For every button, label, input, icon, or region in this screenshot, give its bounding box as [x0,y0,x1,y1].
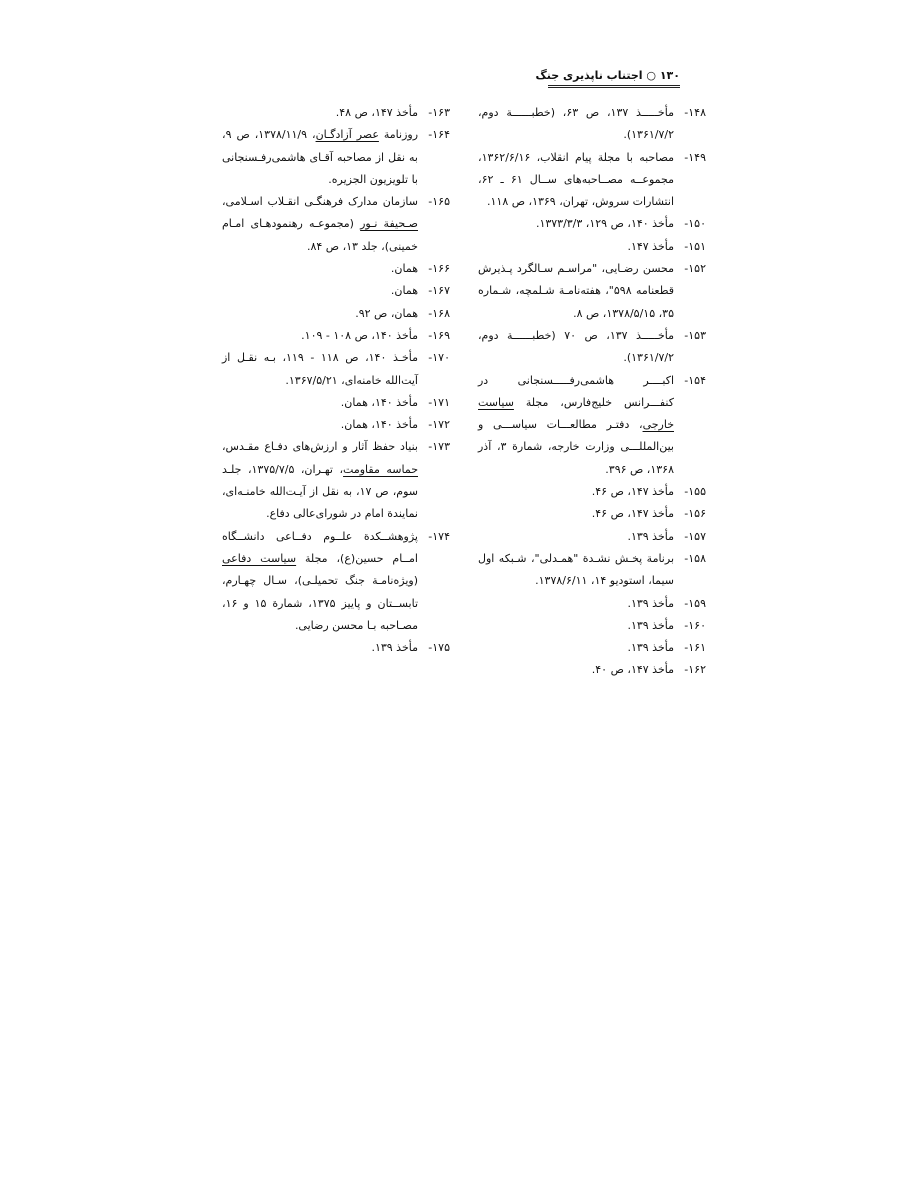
endnote-number: ۱۶۴- [428,128,450,142]
endnote-entry [222,526,450,637]
publication-title: سیاست خارجی [478,395,674,432]
endnote-text-segment: مصاحبه با مجلة پیام انقلاب، ۱۳۶۲/۶/۱۶، مجموعــه مصــاحبه‌های ســال ۶۱ ـ ۶۲، انتشارات سروش، تهران، ۱۳۶۹، ص ۱۱۸. [478,150,674,209]
endnote-text-segment: بنیاد حفظ آثار و ارزش‌های دفـاع مقـدس، [222,440,418,454]
endnote-number: ۱۶۵- [428,195,450,209]
endnote-text [627,597,674,610]
endnote-text [341,396,418,409]
endnote-entry [222,191,450,258]
endnote-number: ۱۵۹- [684,596,706,610]
endnote-entry [478,236,706,258]
endnote-text-segment: اکبــــر هاشمی‌رفـــــسنجانی در کنفـــرانس خلیج‌فارس، مجلة [478,373,674,409]
endnote-number: ۱۶۰- [684,618,706,632]
endnote-text [478,329,674,364]
endnote-number: ۱۷۳- [428,440,450,454]
endnote-text [222,351,418,386]
endnote-text-segment: مأخـــــذ ۱۳۷، ص ۷۰ (خطبــــــة دوم، ۱۳۶۱/۷/۲). [478,328,674,365]
endnote-number: ۱۵۴- [684,373,706,387]
publication-title: حماسه مقاومت [343,462,418,476]
endnote-text [341,418,418,431]
endnote-entry [478,258,706,325]
endnote-text-segment: سازمان مدارک فرهنگـی انقـلاب اسـلامی، [222,195,418,209]
endnote-number: ۱۶۱- [684,641,706,655]
endnote-text-segment: ، دفتـر مطالعـــات سیاســـی و بین‌المللـــی وزارت خارجه، شمارة ۳، آذر ۱۳۶۸، ص ۳۹۶. [478,418,674,476]
endnote-number: ۱۶۷- [428,284,450,298]
endnote-text [478,262,674,320]
header-rule [548,85,680,88]
endnote-text-segment: محسن رضـایی، "مراسـم سـالگرد پـذیرش قطعنامه ۵۹۸"، هفته‌نامـة شـلمچه، شـماره ۳۵، ۱۳۷۸/۵/۱۵، ص ۸. [478,262,675,320]
endnote-text-segment: مأخذ ۱۳۹. [627,596,674,610]
endnote-text-segment: همان. [390,262,418,276]
endnote-text [222,128,418,186]
endnote-entry [222,347,450,392]
endnote-entry [222,637,450,659]
endnote-text [222,440,418,520]
endnote-text [222,530,418,632]
endnote-text [627,530,674,543]
endnote-entry [478,637,706,659]
running-header [535,68,680,92]
endnote-number: ۱۵۸- [684,551,706,565]
endnote-number: ۱۴۹- [684,150,706,164]
endnote-text-segment: مأخذ ۱۳۹. [627,529,674,543]
endnote-number: ۱۶۹- [428,328,450,342]
notes-column-left [222,102,450,659]
endnote-number: ۱۴۸- [684,106,706,119]
endnote-text-segment: مأخذ ۱۴۰، ص ۱۲۹، ۱۳۷۳/۳/۳. [535,217,674,231]
endnote-text [301,329,418,342]
endnote-entry [222,392,450,414]
endnote-entry [222,436,450,525]
endnote-text [371,641,418,654]
publication-title: صـحیفة نـور [360,217,418,231]
endnote-text-segment: ، تهـران، ۱۳۷۵/۷/۵، جلـد سوم، ص ۱۷، به نقل از آیـت‌الله خامنـه‌ای، نمایندة امام در شورای‌عالی دفاع. [222,462,418,521]
endnote-entry [478,370,706,481]
endnote-entry [222,124,450,191]
endnote-text-segment: مأخذ ۱۳۹. [627,641,674,655]
endnote-text [478,151,674,209]
endnote-entry [478,503,706,525]
endnote-text [336,106,418,119]
endnote-text-segment: مأخذ ۱۴۰، همان. [340,395,418,409]
endnote-text-segment: مأخـذ ۱۴۰، ص ۱۱۸ - ۱۱۹، بـه نقـل از آیت‌الله خامنه‌ای، ۱۳۶۷/۵/۲۱. [222,351,418,387]
book-title: اجتناب ناپذیری جنگ [535,69,643,82]
endnote-number: ۱۶۶- [428,262,450,276]
endnote-text-segment: برنامة پخـش نشـدة "همـدلی"، شـبکه اول سیما، استودیو ۱۴، ۱۳۷۸/۶/۱۱. [478,551,674,588]
endnote-text-segment: ، ۱۳۷۸/۱۱/۹، ص ۹، به نقل از مصاحبه آقـای هاشمی‌رفـسنجانی با تلویزیون الجزیره. [222,128,418,186]
endnote-entry [222,325,450,347]
publication-title: سیاست دفاعی [222,551,297,565]
endnote-text-segment: مأخذ ۱۴۷، ص ۴۰. [591,663,674,677]
endnote-text-segment: مأخذ ۱۴۷، ص ۴۶. [591,507,674,521]
endnote-number: ۱۵۱- [684,239,706,253]
endnote-number: ۱۵۶- [684,507,706,521]
endnote-number: ۱۶۲- [684,663,706,677]
endnote-text [627,240,674,253]
endnote-text [478,106,674,141]
endnote-entry [222,258,450,280]
endnote-text [355,307,418,320]
endnote-number: ۱۵۳- [684,328,706,342]
endnote-text-segment: همان، ص ۹۲. [355,306,418,320]
endnote-text-segment: همان. [390,284,418,298]
endnote-text-segment: (ویژه‌نامـة جنگ تحمیلـی)، سـال چهـارم، تابســتان و پاییز ۱۳۷۵، شمارة ۱۵ و ۱۶، مصـاحبه بـا محسن رضایی. [222,574,419,632]
endnote-number: ۱۵۵- [684,485,706,499]
endnote-text-segment: مأخذ ۱۴۷، ص ۴۸. [335,106,418,119]
endnote-text [627,641,674,654]
endnote-entry [222,303,450,325]
endnote-text-segment: روزنامة [378,128,419,142]
endnote-text-segment: مأخـــــذ ۱۳۷، ص ۶۳، (خطبــــــة دوم، ۱۳۶۱/۷/۲). [478,106,674,142]
endnote-text-segment: مأخذ ۱۴۰، همان. [340,418,418,432]
endnote-text [627,619,674,632]
endnote-text-segment: مأخذ ۱۴۰، ص ۱۰۸ - ۱۰۹. [301,328,418,342]
endnote-text-segment: مأخذ ۱۴۷. [627,239,674,253]
header-separator: ○ [646,69,656,82]
endnote-entry [478,593,706,615]
endnote-number: ۱۷۴- [428,529,450,543]
endnote-number: ۱۶۸- [428,306,450,320]
endnote-entry [478,147,706,214]
endnote-number: ۱۶۳- [428,106,450,119]
header-text [535,68,680,84]
endnote-number: ۱۷۱- [428,395,450,409]
endnote-text [391,262,418,275]
publication-title: عصر آزادگـان [315,128,379,142]
endnote-entry [222,414,450,436]
endnote-entry [478,526,706,548]
endnote-number: ۱۵۷- [684,529,706,543]
endnote-text [478,374,674,476]
page-number: ۱۳۰ [659,69,680,82]
notes-column-right [478,102,706,682]
endnote-text-segment: مأخذ ۱۴۷، ص ۴۶. [591,485,674,499]
endnote-text [536,217,674,230]
endnote-number: ۱۵۲- [684,262,706,276]
endnote-text-segment: (مجموعـه رهنمودهـای امـام خمینی)، جلد ۱۳، ص ۸۴. [222,217,418,253]
endnote-text-segment: پژوهشــکدة علــوم دفــاعی دانشــگاه امــام حسین(ع)، مجلة [222,529,418,565]
endnote-entry [478,325,706,370]
endnote-text-segment: مأخذ ۱۳۹. [371,641,418,655]
endnote-entry [478,481,706,503]
endnote-entry [222,102,450,124]
endnote-text-segment: مأخذ ۱۳۹. [627,618,674,632]
endnote-entry [478,659,706,681]
endnote-text [222,195,418,253]
endnote-text [592,663,674,676]
endnote-entry [478,102,706,147]
endnote-entry [478,615,706,637]
endnote-text [592,485,674,498]
endnote-text [478,552,674,587]
endnote-text [391,284,418,297]
endnote-entry [222,280,450,302]
endnote-entry [478,213,706,235]
endnote-text [592,507,674,520]
endnote-number: ۱۵۰- [684,217,706,231]
endnote-number: ۱۷۵- [428,641,450,655]
endnote-number: ۱۷۲- [428,418,450,432]
endnote-entry [478,548,706,593]
endnote-number: ۱۷۰- [428,351,450,365]
